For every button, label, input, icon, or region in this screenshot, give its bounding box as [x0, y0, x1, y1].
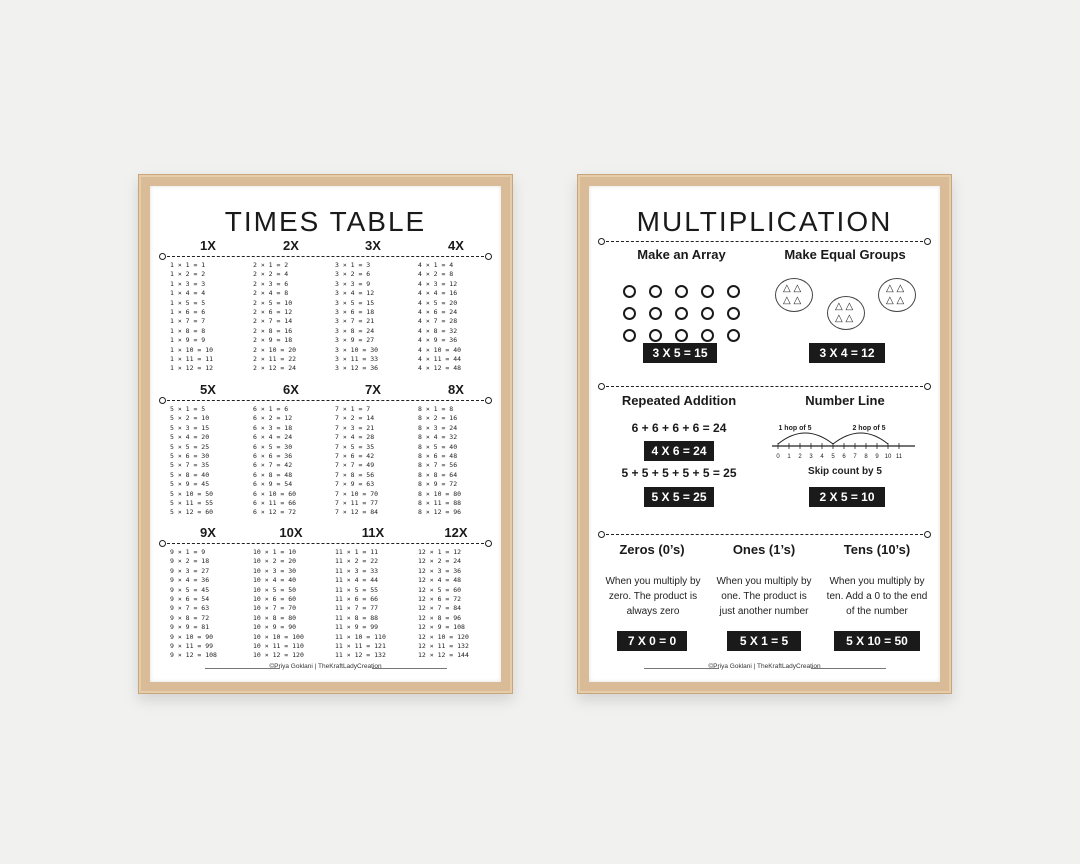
table-row: 11 × 7 = 77 — [335, 604, 379, 613]
table-row: 9 × 11 = 99 — [170, 642, 214, 651]
left-poster-frame — [138, 174, 513, 694]
table-header-7x: 7X — [365, 382, 381, 397]
times-table-rows — [253, 548, 304, 661]
number-line-tick-label: 0 — [776, 454, 780, 460]
table-row: 4 × 9 = 36 — [418, 336, 458, 345]
table-row: 7 × 8 = 56 — [335, 470, 375, 479]
table-row: 5 × 6 = 30 — [170, 452, 210, 461]
table-row: 12 × 2 = 24 — [418, 557, 462, 566]
table-row: 11 × 4 = 44 — [335, 576, 379, 585]
skip-count-caption: Skip count by 5 — [808, 466, 882, 477]
table-row: 6 × 2 = 12 — [253, 414, 293, 423]
number-line-equation: 2 X 5 = 10 — [809, 487, 885, 507]
separator-dot — [924, 531, 931, 538]
table-header-2x: 2X — [283, 238, 299, 253]
table-row: 3 × 4 = 12 — [335, 289, 375, 298]
table-row: 5 × 3 = 15 — [170, 423, 210, 432]
table-row: 7 × 5 = 35 — [335, 442, 375, 451]
array-equation: 3 X 5 = 15 — [643, 343, 717, 363]
table-row: 7 × 10 = 70 — [335, 489, 379, 498]
table-row: 3 × 1 = 3 — [335, 261, 371, 269]
table-row: 6 × 12 = 72 — [253, 508, 297, 517]
table-row: 7 × 4 = 28 — [335, 433, 375, 442]
array-circle — [727, 285, 740, 298]
array-circle — [675, 307, 688, 320]
table-row: 10 × 4 = 40 — [253, 576, 297, 585]
separator-dot — [159, 253, 166, 260]
table-row: 12 × 6 = 72 — [418, 595, 462, 604]
table-row: 8 × 5 = 40 — [418, 442, 458, 451]
table-row: 6 × 8 = 48 — [253, 470, 293, 479]
table-row: 4 × 5 = 20 — [418, 298, 458, 307]
repeated-equation-1: 4 X 6 = 24 — [644, 441, 714, 461]
array-circle — [701, 285, 714, 298]
times-table-rows — [170, 261, 213, 374]
table-header-11x: 11X — [361, 525, 385, 540]
table-row: 9 × 1 = 9 — [170, 548, 206, 556]
table-header-6x: 6X — [283, 382, 299, 397]
zeros-heading: Zeros (0’s) — [619, 542, 685, 557]
table-row: 4 × 2 = 8 — [418, 270, 454, 279]
ones-heading: Ones (1’s) — [732, 542, 796, 557]
ones-rule-text: When you multiply by one. The product is just another number — [716, 576, 812, 617]
separator-dot — [485, 540, 492, 547]
ones-equation: 5 X 1 = 5 — [727, 631, 801, 651]
table-row: 10 × 1 = 10 — [253, 548, 297, 556]
table-row: 12 × 8 = 96 — [418, 613, 462, 622]
table-row: 2 × 6 = 12 — [253, 308, 293, 317]
table-row: 10 × 3 = 30 — [253, 566, 297, 575]
table-header-12x: 12X — [444, 525, 468, 540]
table-row: 4 × 1 = 4 — [418, 261, 454, 269]
separator-dot — [485, 253, 492, 260]
tens-heading: Tens (10’s) — [843, 542, 911, 557]
table-row: 3 × 8 = 24 — [335, 326, 375, 335]
table-row: 2 × 12 = 24 — [253, 364, 297, 373]
array-circle — [623, 307, 636, 320]
groups-heading: Make Equal Groups — [784, 247, 906, 262]
table-row: 10 × 10 = 100 — [253, 632, 304, 641]
table-row: 1 × 7 = 7 — [170, 317, 206, 326]
table-row: 4 × 8 = 32 — [418, 326, 458, 335]
number-line-heading: Number Line — [805, 393, 885, 408]
table-row: 9 × 12 = 108 — [170, 651, 217, 660]
table-row: 4 × 11 = 44 — [418, 355, 462, 364]
separator-dot — [924, 383, 931, 390]
table-row: 5 × 7 = 35 — [170, 461, 210, 470]
table-row: 10 × 9 = 90 — [253, 623, 297, 632]
table-row: 11 × 3 = 33 — [335, 566, 379, 575]
table-row: 9 × 7 = 63 — [170, 604, 210, 613]
groups-equation: 3 X 4 = 12 — [809, 343, 885, 363]
block-separator — [167, 256, 484, 257]
table-row: 11 × 10 = 110 — [335, 632, 386, 641]
table-row: 1 × 4 = 4 — [170, 289, 206, 298]
table-row: 10 × 2 = 20 — [253, 557, 297, 566]
multiplication-title: MULTIPLICATION — [636, 206, 893, 237]
table-row: 6 × 10 = 60 — [253, 489, 297, 498]
table-row: 7 × 1 = 7 — [335, 405, 371, 413]
table-row: 1 × 2 = 2 — [170, 270, 206, 279]
times-table-rows — [170, 405, 213, 518]
times-table-rows — [335, 261, 378, 374]
table-row: 5 × 5 = 25 — [170, 442, 210, 451]
separator-dot — [159, 540, 166, 547]
table-row: 1 × 11 = 11 — [170, 355, 214, 364]
table-row: 12 × 10 = 120 — [418, 632, 469, 641]
table-row: 1 × 10 = 10 — [170, 345, 214, 354]
table-row: 8 × 1 = 8 — [418, 405, 454, 413]
table-row: 6 × 4 = 24 — [253, 433, 293, 442]
table-header-4x: 4X — [448, 238, 464, 253]
table-row: 8 × 4 = 32 — [418, 433, 458, 442]
repeated-sum-1: 6 + 6 + 6 + 6 = 24 — [631, 421, 727, 435]
table-row: 3 × 5 = 15 — [335, 298, 375, 307]
section-separator — [606, 241, 923, 242]
tens-equation: 5 X 10 = 50 — [834, 631, 920, 651]
number-line-tick-label: 2 — [798, 454, 802, 460]
number-line-tick-label: 5 — [831, 454, 835, 460]
table-row: 1 × 3 = 3 — [170, 279, 206, 288]
table-row: 4 × 12 = 48 — [418, 364, 462, 373]
credit-text: ©Priya Goklani | TheKraftLadyCreation — [269, 663, 382, 670]
table-row: 3 × 2 = 6 — [335, 270, 371, 279]
table-row: 1 × 12 = 12 — [170, 364, 214, 373]
hop-arc-1 — [778, 433, 833, 444]
number-line-tick-label: 4 — [820, 454, 824, 460]
zeros-rule-text: When you multiply by zero. The product is always zero — [605, 576, 701, 617]
table-row: 11 × 2 = 22 — [335, 557, 379, 566]
times-table-rows — [418, 405, 461, 518]
table-row: 10 × 7 = 70 — [253, 604, 297, 613]
tens-rule-text: When you multiply by ten. Add a 0 to the end of the number — [826, 576, 928, 617]
number-line-tick-label: 3 — [809, 454, 813, 460]
table-row: 7 × 3 = 21 — [335, 423, 375, 432]
separator-dot — [485, 397, 492, 404]
table-row: 3 × 6 = 18 — [335, 308, 375, 317]
table-row: 8 × 12 = 96 — [418, 508, 462, 517]
table-row: 4 × 4 = 16 — [418, 289, 458, 298]
table-row: 5 × 4 = 20 — [170, 433, 210, 442]
array-heading: Make an Array — [637, 247, 726, 262]
triangle-icon: △ △ — [783, 283, 802, 294]
number-line-tick-label: 8 — [864, 454, 868, 460]
table-row: 8 × 6 = 48 — [418, 452, 458, 461]
array-circle — [623, 329, 636, 342]
number-line-tick-label: 11 — [895, 454, 903, 460]
times-table-rows — [253, 405, 296, 518]
hop-label-2: 2 hop of 5 — [852, 425, 886, 432]
table-header-5x: 5X — [200, 382, 216, 397]
table-header-1x: 1X — [200, 238, 216, 253]
table-row: 9 × 8 = 72 — [170, 613, 210, 622]
section-separator — [606, 534, 923, 535]
table-row: 9 × 6 = 54 — [170, 595, 210, 604]
table-row: 5 × 11 = 55 — [170, 499, 214, 508]
table-row: 7 × 2 = 14 — [335, 414, 375, 423]
table-row: 11 × 9 = 99 — [335, 623, 379, 632]
array-circle — [675, 285, 688, 298]
table-row: 4 × 7 = 28 — [418, 317, 458, 326]
table-row: 8 × 7 = 56 — [418, 461, 458, 470]
number-line-tick-label: 1 — [787, 454, 791, 460]
array-circle — [675, 329, 688, 342]
table-row: 7 × 7 = 49 — [335, 461, 375, 470]
separator-dot — [598, 531, 605, 538]
table-row: 4 × 10 = 40 — [418, 345, 462, 354]
number-line-tick-label: 10 — [884, 454, 892, 460]
table-row: 6 × 7 = 42 — [253, 461, 293, 470]
table-row: 1 × 5 = 5 — [170, 298, 206, 307]
table-row: 7 × 6 = 42 — [335, 452, 375, 461]
table-row: 2 × 11 = 22 — [253, 355, 297, 364]
times-table-rows — [418, 548, 469, 661]
table-row: 10 × 5 = 50 — [253, 585, 297, 594]
table-row: 6 × 6 = 36 — [253, 452, 293, 461]
table-row: 7 × 9 = 63 — [335, 480, 375, 489]
table-row: 2 × 4 = 8 — [253, 289, 289, 298]
table-row: 5 × 2 = 10 — [170, 414, 210, 423]
credit-text: ©Priya Goklani | TheKraftLadyCreation — [708, 663, 821, 670]
table-row: 1 × 6 = 6 — [170, 308, 206, 317]
table-row: 5 × 10 = 50 — [170, 489, 214, 498]
right-poster-frame — [577, 174, 952, 694]
right-poster — [589, 186, 940, 682]
credit-rule-right — [372, 668, 447, 669]
table-row: 4 × 6 = 24 — [418, 308, 458, 317]
hop-label-1: 1 hop of 5 — [778, 425, 812, 432]
table-row: 12 × 1 = 12 — [418, 548, 462, 556]
table-row: 1 × 8 = 8 — [170, 326, 206, 335]
table-row: 12 × 5 = 60 — [418, 585, 462, 594]
table-row: 8 × 2 = 16 — [418, 414, 458, 423]
table-row: 8 × 8 = 64 — [418, 470, 458, 479]
table-row: 7 × 12 = 84 — [335, 508, 379, 517]
table-row: 12 × 7 = 84 — [418, 604, 462, 613]
table-row: 9 × 5 = 45 — [170, 585, 210, 594]
times-table-rows — [335, 405, 378, 518]
table-row: 2 × 1 = 2 — [253, 261, 289, 269]
table-row: 10 × 8 = 80 — [253, 613, 297, 622]
table-row: 11 × 11 = 121 — [335, 642, 386, 651]
table-row: 10 × 12 = 120 — [253, 651, 304, 660]
array-circle — [649, 307, 662, 320]
table-row: 11 × 6 = 66 — [335, 595, 379, 604]
table-row: 2 × 8 = 16 — [253, 326, 293, 335]
table-row: 12 × 3 = 36 — [418, 566, 462, 575]
number-line-graphic — [769, 420, 919, 462]
table-row: 9 × 10 = 90 — [170, 632, 214, 641]
table-row: 2 × 3 = 6 — [253, 279, 289, 288]
repeated-equation-2: 5 X 5 = 25 — [644, 487, 714, 507]
times-table-rows — [253, 261, 296, 374]
triangle-icon: △ △ — [835, 313, 854, 324]
triangle-icon: △ △ — [886, 283, 905, 294]
number-line-tick-label: 9 — [875, 454, 879, 460]
table-row: 1 × 1 = 1 — [170, 261, 206, 269]
table-row: 8 × 11 = 88 — [418, 499, 462, 508]
table-row: 1 × 9 = 9 — [170, 336, 206, 345]
table-row: 11 × 12 = 132 — [335, 651, 386, 660]
left-poster — [150, 186, 501, 682]
table-row: 6 × 1 = 6 — [253, 405, 289, 413]
table-row: 5 × 9 = 45 — [170, 480, 210, 489]
table-row: 12 × 9 = 108 — [418, 623, 465, 632]
array-circle — [701, 307, 714, 320]
separator-dot — [598, 383, 605, 390]
repeated-addition-heading: Repeated Addition — [621, 393, 737, 408]
table-header-8x: 8X — [448, 382, 464, 397]
block-separator — [167, 543, 484, 544]
table-row: 5 × 8 = 40 — [170, 470, 210, 479]
table-row: 3 × 3 = 9 — [335, 279, 371, 288]
table-row: 6 × 11 = 66 — [253, 499, 297, 508]
separator-dot — [159, 397, 166, 404]
table-row: 9 × 3 = 27 — [170, 566, 210, 575]
table-row: 5 × 12 = 60 — [170, 508, 214, 517]
hop-arc-2 — [833, 433, 888, 444]
table-row: 2 × 5 = 10 — [253, 298, 293, 307]
table-row: 8 × 9 = 72 — [418, 480, 458, 489]
array-circle — [649, 329, 662, 342]
table-row: 2 × 7 = 14 — [253, 317, 293, 326]
section-separator — [606, 386, 923, 387]
table-row: 8 × 3 = 24 — [418, 423, 458, 432]
table-header-9x: 9X — [200, 525, 216, 540]
times-table-rows — [335, 548, 386, 661]
array-circle — [727, 329, 740, 342]
table-row: 7 × 11 = 77 — [335, 499, 379, 508]
array-circle — [727, 307, 740, 320]
array-circle — [649, 285, 662, 298]
table-row: 6 × 3 = 18 — [253, 423, 293, 432]
table-row: 9 × 2 = 18 — [170, 557, 210, 566]
table-row: 10 × 11 = 110 — [253, 642, 304, 651]
table-row: 3 × 10 = 30 — [335, 345, 379, 354]
table-row: 11 × 1 = 11 — [335, 548, 379, 556]
table-row: 4 × 3 = 12 — [418, 279, 458, 288]
table-row: 11 × 8 = 88 — [335, 613, 379, 622]
table-row: 6 × 9 = 54 — [253, 480, 293, 489]
table-header-3x: 3X — [365, 238, 381, 253]
credit-rule-right — [811, 668, 886, 669]
table-row: 12 × 11 = 132 — [418, 642, 469, 651]
table-row: 3 × 9 = 27 — [335, 336, 375, 345]
table-row: 2 × 9 = 18 — [253, 336, 293, 345]
array-circle — [623, 285, 636, 298]
table-row: 3 × 7 = 21 — [335, 317, 375, 326]
table-row: 6 × 5 = 30 — [253, 442, 293, 451]
array-circle — [701, 329, 714, 342]
zeros-equation: 7 X 0 = 0 — [617, 631, 687, 651]
number-line-tick-label: 7 — [853, 454, 857, 460]
repeated-sum-2: 5 + 5 + 5 + 5 + 5 = 25 — [621, 466, 737, 480]
table-row: 9 × 9 = 81 — [170, 623, 210, 632]
separator-dot — [924, 238, 931, 245]
table-row: 3 × 12 = 36 — [335, 364, 379, 373]
table-row: 12 × 12 = 144 — [418, 651, 469, 660]
table-row: 2 × 10 = 20 — [253, 345, 297, 354]
table-row: 12 × 4 = 48 — [418, 576, 462, 585]
table-row: 3 × 11 = 33 — [335, 355, 379, 364]
table-row: 5 × 1 = 5 — [170, 405, 206, 413]
times-table-title: TIMES TABLE — [224, 206, 427, 237]
table-row: 10 × 6 = 60 — [253, 595, 297, 604]
block-separator — [167, 400, 484, 401]
table-row: 9 × 4 = 36 — [170, 576, 210, 585]
table-row: 11 × 5 = 55 — [335, 585, 379, 594]
triangle-icon: △ △ — [835, 301, 854, 312]
number-line-tick-label: 6 — [842, 454, 846, 460]
triangle-icon: △ △ — [886, 295, 905, 306]
times-table-rows — [418, 261, 461, 374]
table-row: 8 × 10 = 80 — [418, 489, 462, 498]
table-row: 2 × 2 = 4 — [253, 270, 289, 279]
triangle-icon: △ △ — [783, 295, 802, 306]
separator-dot — [598, 238, 605, 245]
times-table-rows — [170, 548, 217, 661]
table-header-10x: 10X — [279, 525, 303, 540]
